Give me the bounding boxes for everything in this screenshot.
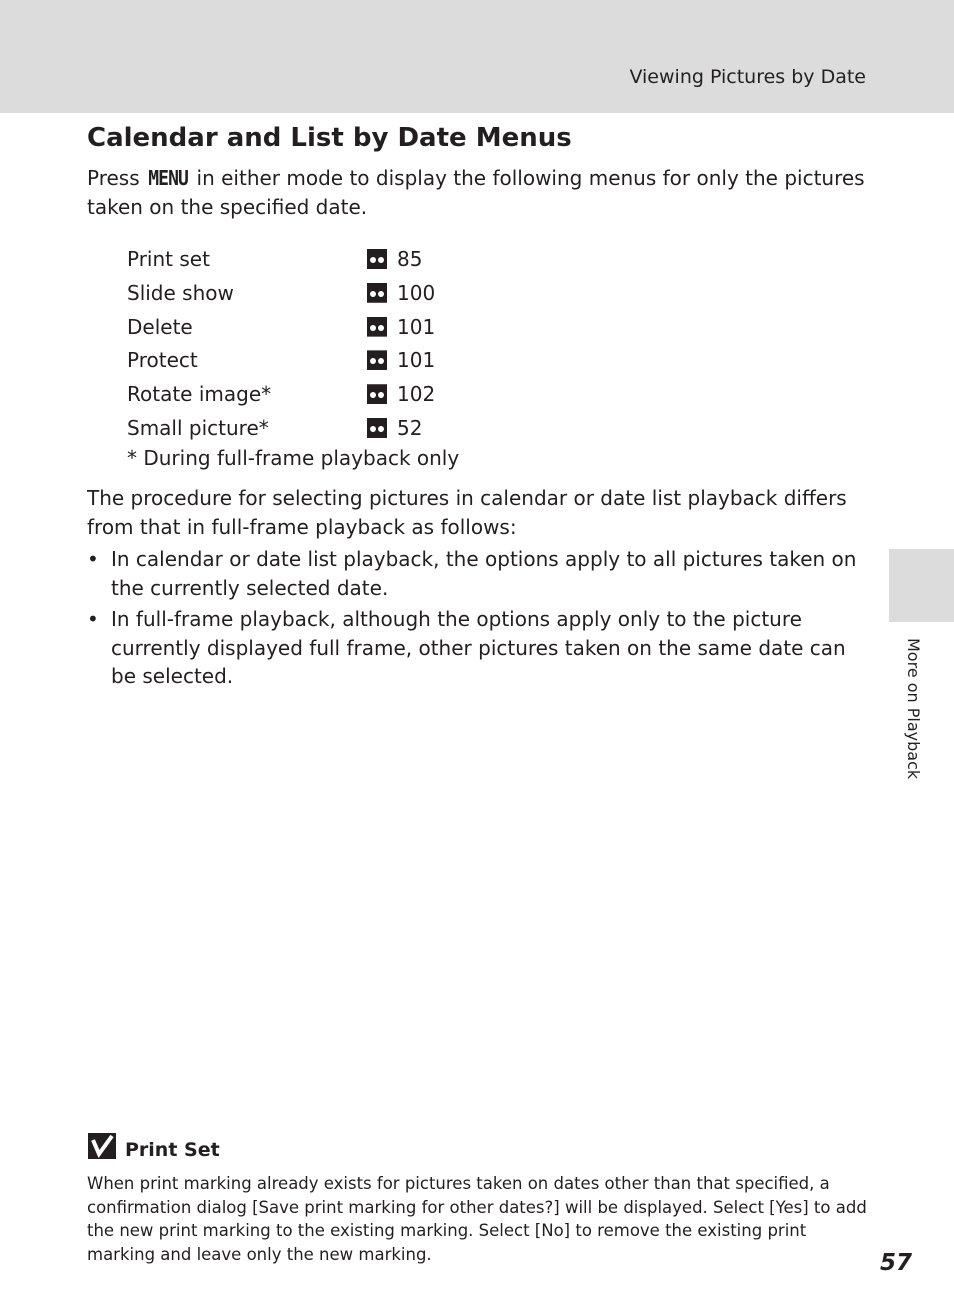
intro-paragraph [87, 164, 877, 222]
menu-row-label: Print set [127, 247, 210, 271]
running-head: Viewing Pictures by Date [629, 66, 866, 88]
note-heading [87, 1132, 220, 1161]
page-ref-number: 101 [397, 348, 436, 373]
page-reference-icon [367, 283, 387, 303]
note-body: When print marking already exists for pictures taken on dates other than that specified, a confirmation dialog [Save print marking for other dates?] will be displayed. Select [Yes] to add the new print marking to the existing marking. Select [No] to remove the existing print marking and leave only the new marking. [87, 1174, 867, 1264]
page-ref [367, 344, 435, 378]
menu-row-label: Slide show [127, 280, 234, 305]
page-ref-number: 102 [397, 382, 436, 407]
page-reference-icon [367, 384, 387, 404]
page-ref-number: 101 [397, 314, 436, 339]
list-item-text: In calendar or date list playback, the options apply to all pictures taken on the currently selected date. [111, 547, 857, 600]
page-ref-number: 100 [397, 280, 436, 305]
list-item [87, 545, 877, 602]
bullet-icon: • [87, 607, 99, 631]
page-ref-number: 52 [397, 415, 423, 440]
page-ref [367, 412, 422, 446]
bullet-icon: • [87, 547, 99, 571]
menu-row-label: Delete [127, 314, 193, 339]
side-tab-label: More on Playback [904, 638, 923, 780]
page-reference-icon [367, 350, 387, 370]
procedure-paragraph: The procedure for selecting pictures in calendar or date list playback differs from that in full-frame playback as follows: [87, 486, 847, 539]
menu-button-icon: MENU [148, 166, 188, 190]
page-reference-icon [367, 418, 387, 438]
intro-text-after: in either mode to display the following menus for only the pictures taken on the specified date. [87, 166, 865, 219]
menu-row-label: Small picture* [127, 415, 269, 440]
section-title: Calendar and List by Date Menus [87, 123, 572, 153]
page-ref-number: 85 [397, 247, 423, 271]
page-ref [367, 378, 435, 412]
page-ref [367, 311, 435, 345]
page-ref [367, 277, 435, 311]
footnote: * During full-frame playback only [127, 446, 460, 470]
side-tab [889, 549, 954, 622]
checkmark-note-icon [87, 1132, 117, 1160]
page-number: 57 [879, 1250, 912, 1276]
page-ref [367, 243, 422, 277]
note-title: Print Set [125, 1139, 220, 1161]
list-item [87, 605, 877, 691]
list-item-text: In full-frame playback, although the options apply only to the picture currently displayed full frame, other pictures taken on the same date can be selected. [111, 607, 846, 688]
menu-row-label: Rotate image* [127, 382, 272, 407]
menu-row-label: Protect [127, 348, 198, 373]
bullet-list [87, 545, 877, 694]
page-reference-icon [367, 317, 387, 337]
header-band [0, 0, 954, 113]
intro-text-before: Press [87, 166, 146, 190]
page-reference-icon [367, 249, 387, 269]
